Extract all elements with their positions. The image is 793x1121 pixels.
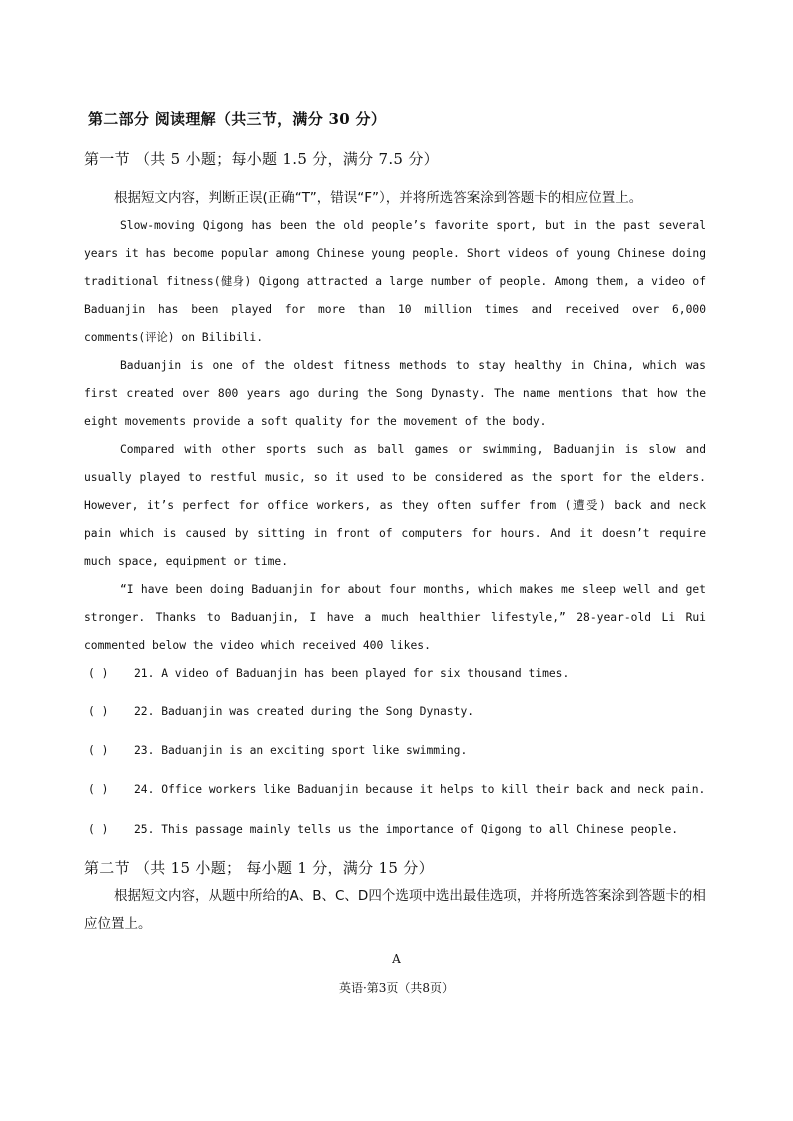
question-text: 21. A video of Baduanjin has been played for six thousand times. [134,667,570,680]
answer-blank[interactable]: ( ) [88,823,109,836]
answer-blank[interactable]: ( ) [88,744,109,757]
part-title: 第二部分 阅读理解（共三节，满分 30 分） [88,110,387,128]
question-22 [88,705,713,718]
passage-paragraph-1: Slow-moving Qigong has been the old people’s favorite sport, but in the past several years it has become popular among Chinese young people. Short videos of young Chinese doing traditional fitness(健身) Qigong attracted a large number of people. Among them, a video of Baduanjin has been played for more than 10 million times and received over 6,000 comments(评论) on Bilibili. [84,219,706,344]
answer-blank[interactable]: ( ) [88,783,109,796]
passage-paragraph-3: Compared with other sports such as ball games or swimming, Baduanjin is slow and usually played to restful music, so it used to be considered as the sport for the elders. However, it’s perfect for office workers, as they often suffer from (遭受) back and neck pain which is caused by sitting in front of computers for hours. And it doesn’t require much space, equipment or time. [84,443,706,568]
answer-blank[interactable]: ( ) [88,667,109,680]
question-25 [88,823,713,836]
passage-a-label: A [392,952,401,966]
reading-passage [84,212,706,660]
passage-paragraph-4: “I have been doing Baduanjin for about four months, which makes me sleep well and get stronger. Thanks to Baduanjin, I have a much healthier lifestyle,” 28-year-old Li Rui commented below the video which received 400 likes. [84,583,706,652]
section2-instruction: 根据短文内容，从题中所给的A、B、C、D四个选项中选出最佳选项，并将所选答案涂到答题卡的相应位置上。 [84,888,706,932]
section1-title: 第一节 （共 5 小题；每小题 1.5 分，满分 7.5 分） [84,150,439,168]
question-text: 22. Baduanjin was created during the Song Dynasty. [134,705,475,718]
question-text: 24. Office workers like Baduanjin because it helps to kill their back and neck pain. [134,783,706,796]
section1-instruction: 根据短文内容，判断正误(正确“T”，错误“F”），并将所选答案涂到答题卡的相应位置上。 [114,190,643,206]
question-23 [88,744,713,757]
question-text: 23. Baduanjin is an exciting sport like swimming. [134,744,468,757]
passage-paragraph-2: Baduanjin is one of the oldest fitness methods to stay healthy in China, which was first created over 800 years ago during the Song Dynasty. The name mentions that how the eight movements provide a soft quality for the movement of the body. [84,359,706,428]
question-21 [88,667,713,680]
page-footer: 英语·第3页（共8页） [338,981,455,995]
answer-blank[interactable]: ( ) [88,705,109,718]
question-text: 25. This passage mainly tells us the importance of Qigong to all Chinese people. [134,823,679,836]
section2-title: 第二节 （共 15 小题； 每小题 1 分，满分 15 分） [84,859,434,877]
question-24 [88,783,713,796]
